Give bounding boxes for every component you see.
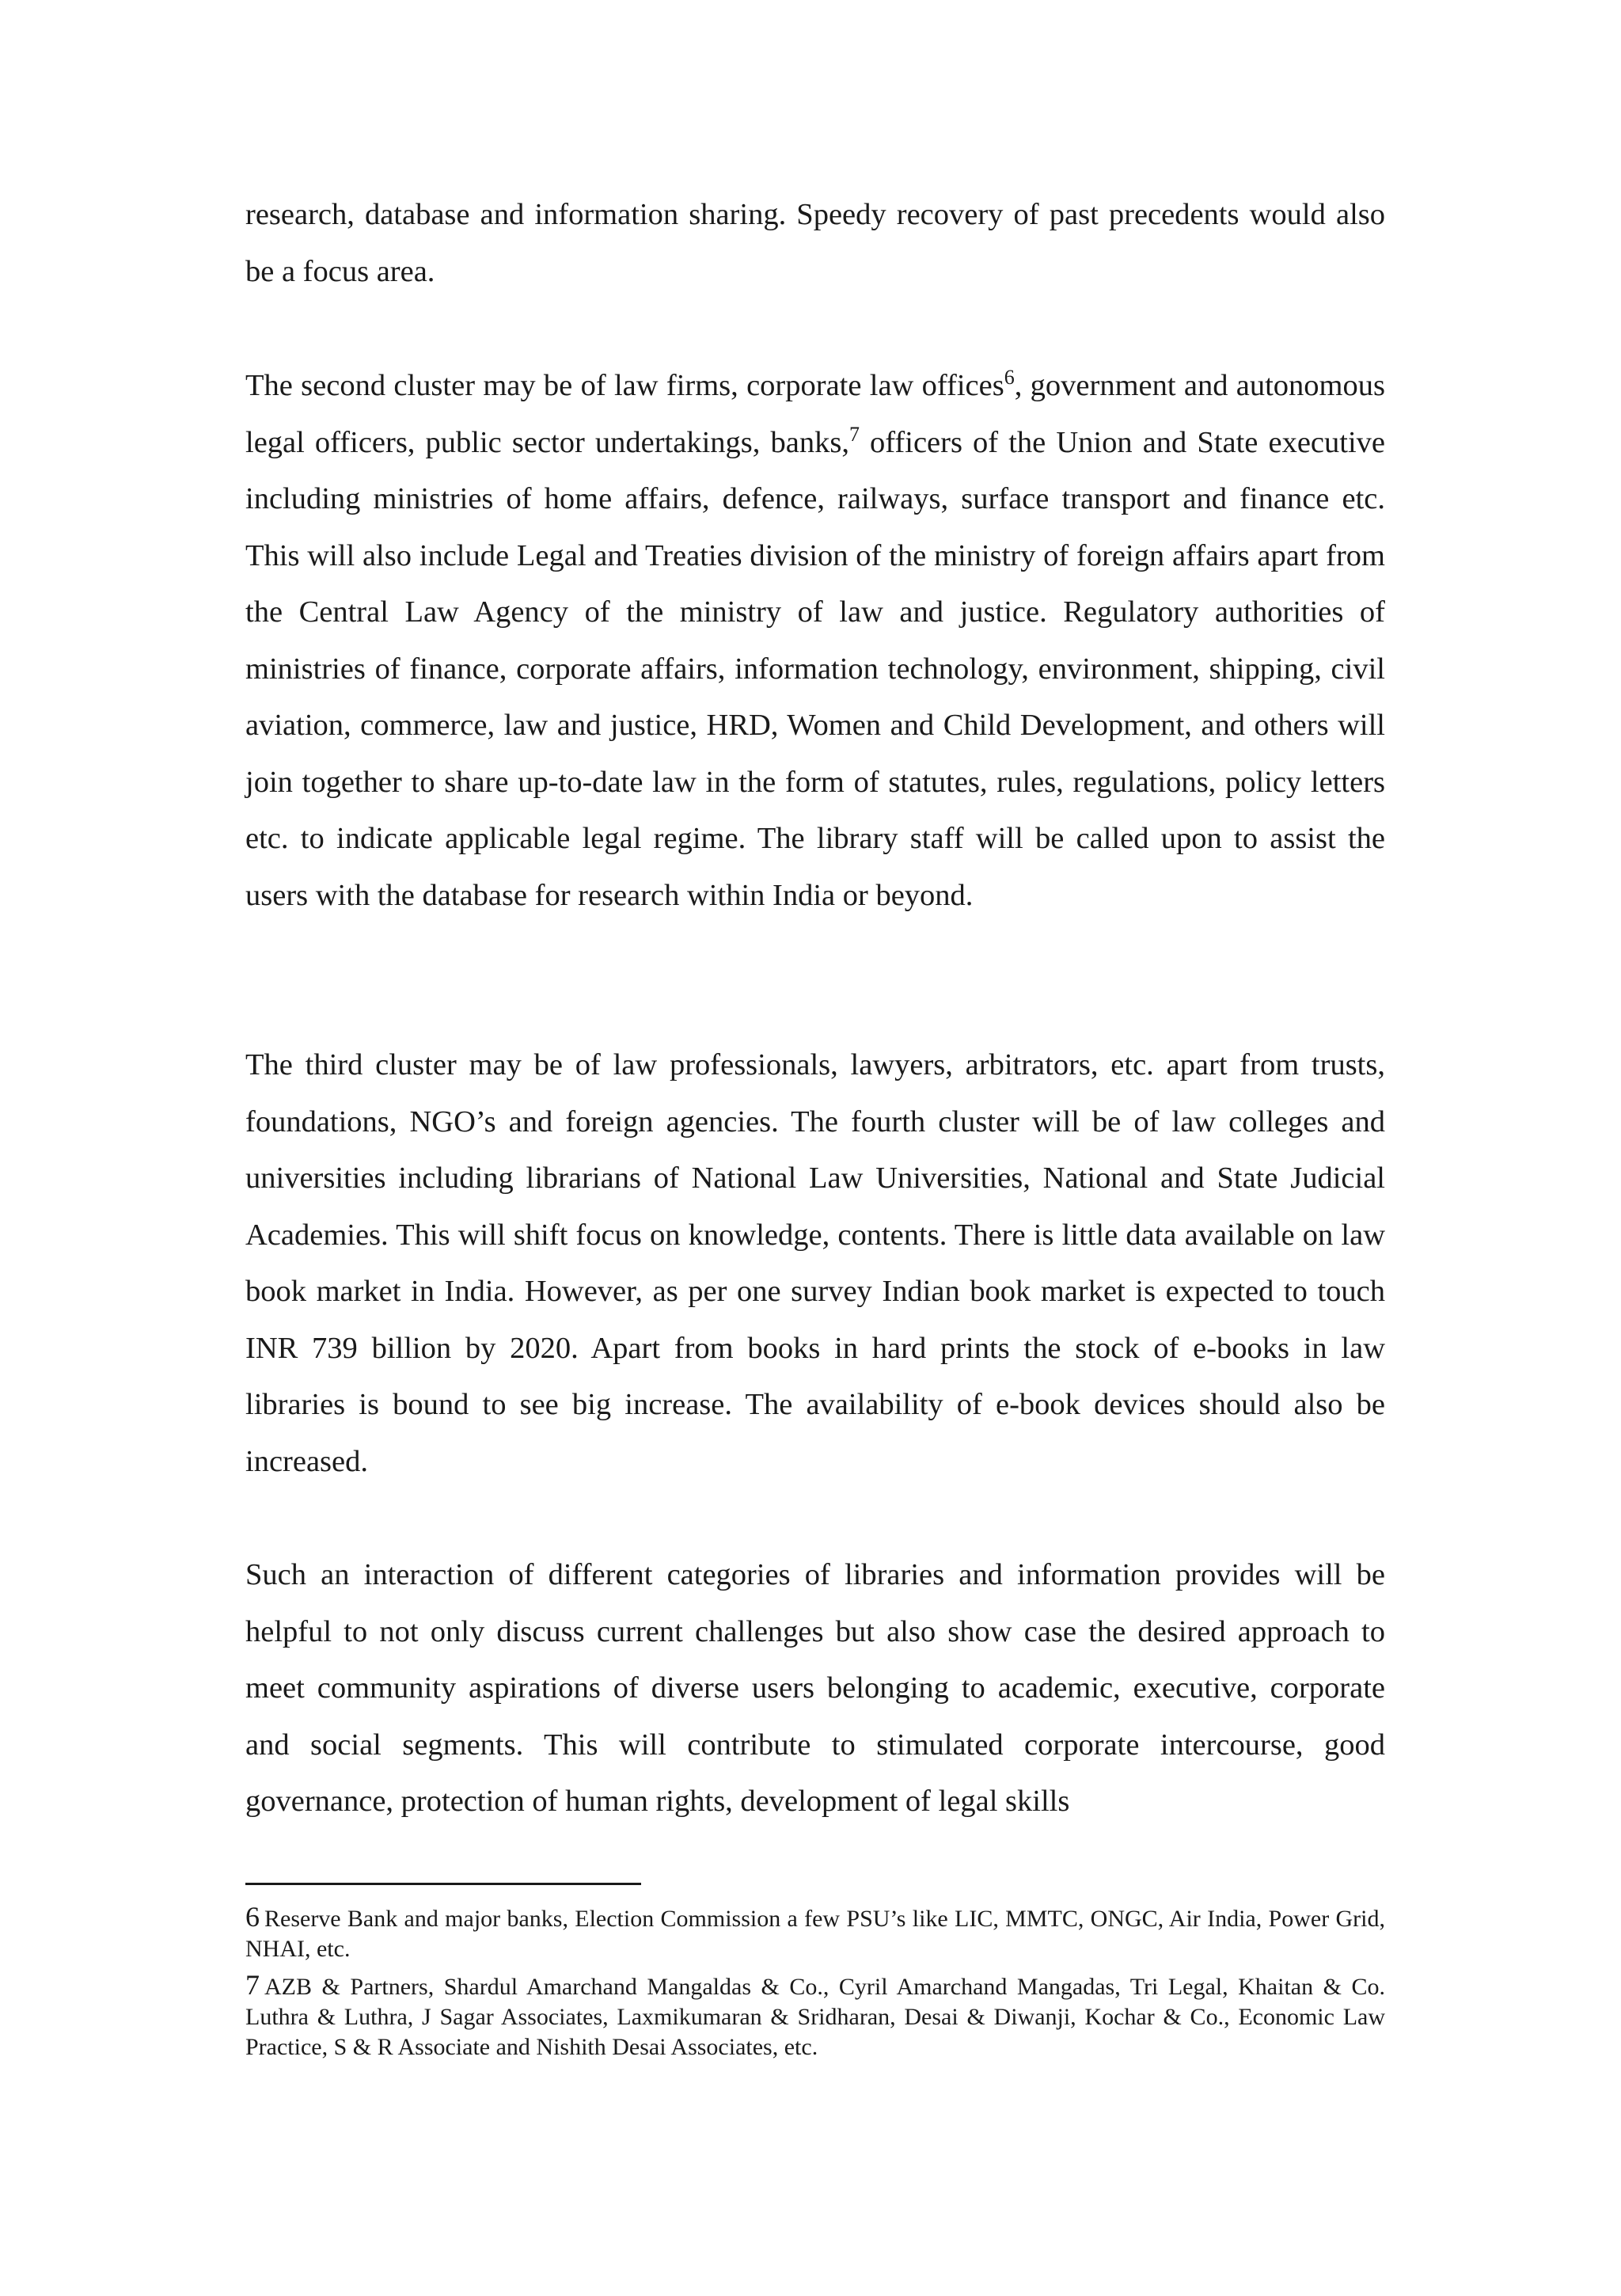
footnote-separator [245,1883,641,1885]
paragraph: Such an interaction of different categories of libraries and information provides will be helpful to not only discuss current challenges but also show case the desired approach to meet community aspirations of diverse users belonging to academic, executive, corporate and social segments. This will contribute to stimulated corporate intercourse, good governance, protection of human rights, development of legal skills [245,1558,1385,1818]
footnote-text: Reserve Bank and major banks, Election Commission a few PSU’s like LIC, MMTC, ONGC, Air India, Power Grid, NHAI, etc. [245,1906,1385,1962]
paragraph-text: officers of the Union and State executive including ministries of home affairs, defence, railways, surface transport and finance etc. This will also include Legal and Treaties division of the ministry of foreign affairs apart from the Central Law Agency of the ministry of law and justice. Regulatory authorities of ministries of finance, corporate affairs, information technology, environment, shipping, civil aviation, commerce, law and justice, HRD, Women and Child Development, and others will join together to share up-to-date law in the form of statutes, rules, regulations, policy letters etc. to indicate applicable legal regime. The library staff will be called upon to assist the users with the database for research within India or beyond. [245,425,1385,912]
footnote-mark: 7 [245,1969,260,2001]
footnote [245,1902,1385,1964]
paragraph-text: , government and autonomous legal officers, public sector undertakings, banks, [245,369,1385,459]
footnote-mark: 6 [245,1901,260,1933]
paragraph: research, database and information sharing. Speedy recovery of past precedents would also be a focus area. [245,198,1385,288]
footnote-reference[interactable]: 6 [1004,366,1015,390]
footnote-text: AZB & Partners, Shardul Amarchand Mangaldas & Co., Cyril Amarchand Mangadas, Tri Legal, Khaitan & Co. Luthra & Luthra, J Sagar Associates, Laxmikumaran & Sridharan, Desai & Diwanji, Kochar & Co., Economic Law Practice, S & R Associate and Nishith Desai Associates, etc. [245,1974,1385,2060]
paragraph-text: The second cluster may be of law firms, corporate law offices [245,369,1004,402]
footnote-reference[interactable]: 7 [848,422,860,446]
paragraph [245,358,1385,924]
paragraph: The third cluster may be of law professionals, lawyers, arbitrators, etc. apart from trusts, foundations, NGO’s and foreign agencies. The fourth cluster will be of law colleges and universities including librarians of National Law Universities, National and State Judicial Academies. This will shift focus on knowledge, contents. There is little data available on law book market in India. However, as per one survey Indian book market is expected to touch INR 739 billion by 2020. Apart from books in hard prints the stock of e-books in law libraries is bound to see big increase. The availability of e-book devices should also be increased. [245,1048,1385,1478]
footnote [245,1970,1385,2062]
